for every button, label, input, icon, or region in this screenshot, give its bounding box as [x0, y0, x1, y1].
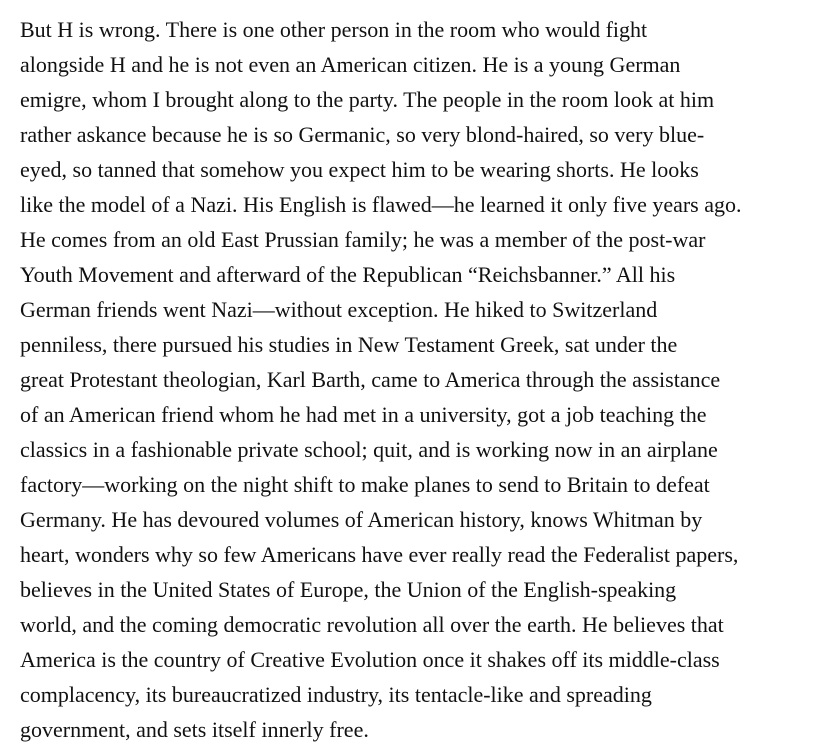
- text-line: classics in a fashionable private school; quit, and is working now in an airplane: [20, 437, 718, 462]
- text-line: Germany. He has devoured volumes of American history, knows Whitman by: [20, 507, 703, 532]
- text-line: alongside H and he is not even an American citizen. He is a young German: [20, 52, 681, 77]
- text-line: emigre, whom I brought along to the party. The people in the room look at him: [20, 87, 715, 112]
- text-line: He comes from an old East Prussian family; he was a member of the post-war: [20, 227, 706, 252]
- paragraph: [20, 12, 820, 747]
- text-line: like the model of a Nazi. His English is flawed—he learned it only five years ago.: [20, 192, 742, 217]
- text-line: penniless, there pursued his studies in New Testament Greek, sat under the: [20, 332, 678, 357]
- text-line: Youth Movement and afterward of the Republican “Reichsbanner.” All his: [20, 262, 676, 287]
- text-line: rather askance because he is so Germanic, so very blond-haired, so very blue-: [20, 122, 705, 147]
- text-line: complacency, its bureaucratized industry, its tentacle-like and spreading: [20, 682, 652, 707]
- text-line: factory—working on the night shift to make planes to send to Britain to defeat: [20, 472, 710, 497]
- text-line: great Protestant theologian, Karl Barth, came to America through the assistance: [20, 367, 721, 392]
- text-line: But H is wrong. There is one other person in the room who would fight: [20, 17, 648, 42]
- text-line: German friends went Nazi—without exception. He hiked to Switzerland: [20, 297, 658, 322]
- text-line: of an American friend whom he had met in a university, got a job teaching the: [20, 402, 707, 427]
- text-line: believes in the United States of Europe, the Union of the English-speaking: [20, 577, 677, 602]
- text-line: eyed, so tanned that somehow you expect him to be wearing shorts. He looks: [20, 157, 699, 182]
- text-line: heart, wonders why so few Americans have ever really read the Federalist papers,: [20, 542, 739, 567]
- text-line: America is the country of Creative Evolution once it shakes off its middle-class: [20, 647, 720, 672]
- text-line: world, and the coming democratic revolution all over the earth. He believes that: [20, 612, 724, 637]
- text-line: government, and sets itself innerly free.: [20, 717, 369, 742]
